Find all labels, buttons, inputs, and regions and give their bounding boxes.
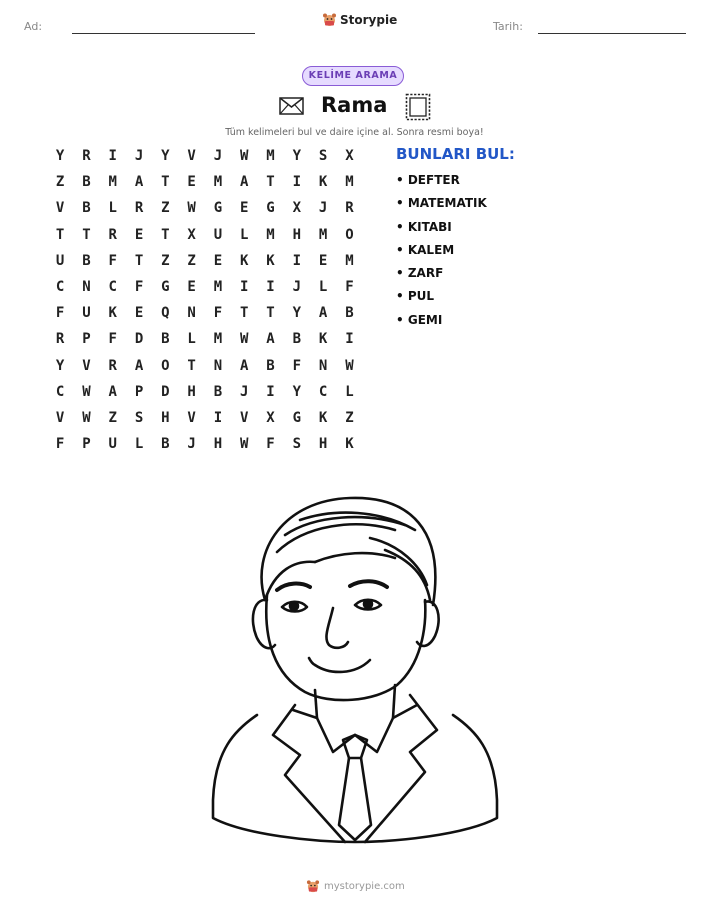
grid-cell[interactable]: M bbox=[266, 226, 275, 243]
grid-cell[interactable]: C bbox=[55, 278, 65, 295]
grid-cell[interactable]: N bbox=[187, 305, 196, 322]
grid-cell[interactable]: C bbox=[318, 383, 328, 400]
date-line bbox=[538, 33, 686, 34]
grid-cell[interactable]: Z bbox=[55, 174, 65, 191]
grid-cell[interactable]: L bbox=[108, 200, 117, 217]
grid-cell[interactable]: O bbox=[161, 357, 170, 374]
grid-cell[interactable]: M bbox=[345, 252, 354, 269]
grid-cell[interactable]: I bbox=[292, 252, 302, 269]
grid-cell[interactable]: R bbox=[108, 226, 117, 243]
word-list bbox=[396, 172, 487, 335]
grid-cell[interactable]: N bbox=[82, 278, 91, 295]
footer bbox=[306, 879, 405, 893]
grid-cell[interactable]: F bbox=[345, 278, 354, 295]
grid-cell[interactable]: M bbox=[213, 331, 223, 348]
grid-cell[interactable]: L bbox=[134, 436, 144, 453]
grid-cell[interactable]: F bbox=[134, 278, 144, 295]
stamp-icon bbox=[405, 93, 431, 121]
word-list-item: • KALEM bbox=[396, 242, 455, 257]
grid-cell[interactable]: W bbox=[82, 383, 91, 400]
grid-row bbox=[47, 384, 363, 410]
grid-cell[interactable]: O bbox=[345, 226, 354, 243]
grid-cell[interactable]: G bbox=[213, 200, 223, 217]
grid-cell[interactable]: Z bbox=[108, 409, 117, 426]
grid-cell[interactable]: K bbox=[318, 174, 328, 191]
grid-cell[interactable]: E bbox=[240, 200, 249, 217]
brand-name: Storypie bbox=[340, 12, 398, 27]
grid-cell[interactable]: J bbox=[213, 148, 223, 164]
grid-cell[interactable]: G bbox=[161, 278, 170, 295]
grid-row bbox=[47, 331, 363, 357]
grid-cell[interactable]: B bbox=[82, 200, 91, 217]
grid-cell[interactable]: A bbox=[266, 331, 275, 348]
grid-cell[interactable]: U bbox=[55, 252, 65, 269]
grid-cell[interactable]: Q bbox=[161, 305, 170, 322]
grid-cell[interactable]: D bbox=[134, 331, 144, 348]
grid-cell[interactable]: L bbox=[318, 278, 328, 295]
footer-url[interactable]: mystorypie.com bbox=[324, 880, 405, 892]
grid-cell[interactable]: T bbox=[187, 357, 196, 374]
grid-cell[interactable]: J bbox=[187, 436, 196, 453]
grid-cell[interactable]: Y bbox=[55, 148, 65, 164]
grid-cell[interactable]: G bbox=[266, 200, 275, 217]
grid-cell[interactable]: T bbox=[161, 226, 170, 243]
grid-cell[interactable]: J bbox=[240, 383, 249, 400]
grid-cell[interactable]: E bbox=[134, 226, 144, 243]
grid-cell[interactable]: W bbox=[345, 357, 354, 374]
grid-cell[interactable]: B bbox=[345, 305, 354, 322]
word-list-item: • KITABI bbox=[396, 219, 452, 234]
grid-cell[interactable]: D bbox=[161, 383, 170, 400]
grid-cell[interactable]: R bbox=[134, 200, 144, 217]
grid-cell[interactable]: H bbox=[292, 226, 302, 243]
grid-cell[interactable]: Y bbox=[292, 148, 302, 164]
instructions-text: Tüm kelimeleri bul ve daire içine al. Sonra resmi boya! bbox=[225, 127, 484, 138]
coloring-portrait bbox=[205, 490, 505, 850]
grid-cell[interactable]: I bbox=[240, 278, 249, 295]
storypie-logo-icon bbox=[322, 12, 337, 27]
grid-cell[interactable]: W bbox=[240, 148, 249, 164]
grid-cell[interactable]: T bbox=[161, 174, 170, 191]
grid-cell[interactable]: S bbox=[292, 436, 302, 453]
grid-row bbox=[47, 279, 363, 305]
grid-row bbox=[47, 148, 363, 174]
grid-cell[interactable]: R bbox=[345, 200, 354, 217]
grid-cell[interactable]: N bbox=[213, 357, 223, 374]
grid-cell[interactable]: B bbox=[213, 383, 223, 400]
grid-cell[interactable]: M bbox=[266, 148, 275, 164]
name-label: Ad: bbox=[24, 20, 43, 33]
grid-cell[interactable]: H bbox=[213, 436, 223, 453]
grid-cell[interactable]: N bbox=[318, 357, 328, 374]
grid-cell[interactable]: R bbox=[108, 357, 117, 374]
grid-cell[interactable]: A bbox=[240, 357, 249, 374]
grid-cell[interactable]: V bbox=[240, 409, 249, 426]
grid-cell[interactable]: Y bbox=[55, 357, 65, 374]
grid-cell[interactable]: T bbox=[266, 174, 275, 191]
grid-cell[interactable]: R bbox=[55, 331, 65, 348]
grid-cell[interactable]: V bbox=[82, 357, 91, 374]
grid-cell[interactable]: W bbox=[82, 409, 91, 426]
grid-cell[interactable]: T bbox=[266, 305, 275, 322]
grid-cell[interactable]: B bbox=[82, 252, 91, 269]
grid-row bbox=[47, 200, 363, 226]
grid-cell[interactable]: Z bbox=[161, 200, 170, 217]
grid-cell[interactable]: U bbox=[108, 436, 117, 453]
name-line bbox=[72, 33, 255, 34]
grid-cell[interactable]: J bbox=[292, 278, 302, 295]
grid-cell[interactable]: B bbox=[292, 331, 302, 348]
word-list-item: • PUL bbox=[396, 289, 435, 304]
grid-cell[interactable]: H bbox=[161, 409, 170, 426]
grid-cell[interactable]: F bbox=[266, 436, 275, 453]
grid-cell[interactable]: P bbox=[134, 383, 144, 400]
grid-cell[interactable]: U bbox=[213, 226, 223, 243]
grid-cell[interactable]: M bbox=[345, 174, 354, 191]
grid-cell[interactable]: L bbox=[345, 383, 354, 400]
grid-cell[interactable]: T bbox=[55, 226, 65, 243]
grid-cell[interactable]: M bbox=[318, 226, 328, 243]
grid-cell[interactable]: G bbox=[292, 409, 302, 426]
grid-cell[interactable]: E bbox=[318, 252, 328, 269]
word-list-item: • GEMI bbox=[396, 312, 443, 327]
grid-cell[interactable]: E bbox=[213, 252, 223, 269]
grid-cell[interactable]: V bbox=[55, 200, 65, 217]
grid-cell[interactable]: L bbox=[240, 226, 249, 243]
grid-cell[interactable]: I bbox=[266, 278, 275, 295]
grid-cell[interactable]: Y bbox=[292, 383, 302, 400]
grid-cell[interactable]: V bbox=[187, 148, 196, 164]
page-title: Rama bbox=[321, 93, 388, 117]
grid-cell[interactable]: P bbox=[82, 331, 91, 348]
grid-cell[interactable]: A bbox=[134, 357, 144, 374]
grid-cell[interactable]: A bbox=[240, 174, 249, 191]
grid-cell[interactable]: E bbox=[187, 278, 196, 295]
grid-cell[interactable]: X bbox=[187, 226, 196, 243]
grid-cell[interactable]: F bbox=[213, 305, 223, 322]
grid-cell[interactable]: M bbox=[213, 174, 223, 191]
grid-cell[interactable]: B bbox=[161, 436, 170, 453]
grid-cell[interactable]: Z bbox=[161, 252, 170, 269]
grid-cell[interactable]: E bbox=[134, 305, 144, 322]
grid-cell[interactable]: X bbox=[266, 409, 275, 426]
grid-cell[interactable]: B bbox=[161, 331, 170, 348]
storypie-logo-icon bbox=[306, 879, 320, 893]
grid-cell[interactable]: Z bbox=[345, 409, 354, 426]
grid-cell[interactable]: Z bbox=[187, 252, 196, 269]
brand-header bbox=[322, 12, 397, 27]
grid-cell[interactable]: X bbox=[292, 200, 302, 217]
grid-cell[interactable]: F bbox=[292, 357, 302, 374]
grid-cell[interactable]: W bbox=[240, 331, 249, 348]
grid-cell[interactable]: K bbox=[318, 409, 328, 426]
grid-cell[interactable]: I bbox=[345, 331, 354, 348]
grid-cell[interactable]: L bbox=[187, 331, 196, 348]
grid-cell[interactable]: J bbox=[318, 200, 328, 217]
grid-cell[interactable]: F bbox=[108, 252, 117, 269]
grid-cell[interactable]: K bbox=[345, 436, 354, 453]
word-list-item: • MATEMATIK bbox=[396, 196, 487, 211]
grid-cell[interactable]: Y bbox=[292, 305, 302, 322]
grid-row bbox=[47, 253, 363, 279]
grid-cell[interactable]: R bbox=[82, 148, 91, 164]
grid-cell[interactable]: P bbox=[82, 436, 91, 453]
grid-cell[interactable]: F bbox=[108, 331, 117, 348]
word-search-badge: KELİME ARAMA bbox=[302, 66, 404, 86]
grid-cell[interactable]: I bbox=[292, 174, 302, 191]
grid-cell[interactable]: K bbox=[108, 305, 117, 322]
grid-cell[interactable]: K bbox=[240, 252, 249, 269]
grid-cell[interactable]: H bbox=[187, 383, 196, 400]
grid-cell[interactable]: V bbox=[55, 409, 65, 426]
grid-cell[interactable]: F bbox=[55, 436, 65, 453]
date-label: Tarih: bbox=[493, 20, 523, 33]
word-list-item: • ZARF bbox=[396, 266, 444, 281]
grid-row bbox=[47, 305, 363, 331]
grid-cell[interactable]: A bbox=[318, 305, 328, 322]
grid-cell[interactable]: I bbox=[213, 409, 223, 426]
grid-cell[interactable]: M bbox=[108, 174, 117, 191]
grid-cell[interactable]: B bbox=[82, 174, 91, 191]
grid-cell[interactable]: T bbox=[82, 226, 91, 243]
grid-row bbox=[47, 227, 363, 253]
grid-cell[interactable]: X bbox=[345, 148, 354, 164]
grid-cell[interactable]: T bbox=[240, 305, 249, 322]
grid-cell[interactable]: Y bbox=[161, 148, 170, 164]
grid-cell[interactable]: C bbox=[55, 383, 65, 400]
grid-cell[interactable]: K bbox=[266, 252, 275, 269]
grid-cell[interactable]: I bbox=[266, 383, 275, 400]
grid-cell[interactable]: F bbox=[55, 305, 65, 322]
grid-row bbox=[47, 174, 363, 200]
word-list-item: • DEFTER bbox=[396, 173, 460, 187]
grid-cell[interactable]: M bbox=[213, 278, 223, 295]
grid-cell[interactable]: E bbox=[187, 174, 196, 191]
grid-cell[interactable]: J bbox=[134, 148, 144, 164]
grid-cell[interactable]: W bbox=[240, 436, 249, 453]
grid-cell[interactable]: S bbox=[134, 409, 144, 426]
grid-cell[interactable]: A bbox=[108, 383, 117, 400]
grid-row bbox=[47, 358, 363, 384]
grid-cell[interactable]: S bbox=[318, 148, 328, 164]
envelope-icon bbox=[279, 97, 304, 115]
grid-cell[interactable]: U bbox=[82, 305, 91, 322]
grid-cell[interactable]: B bbox=[266, 357, 275, 374]
grid-cell[interactable]: W bbox=[187, 200, 196, 217]
grid-cell[interactable]: T bbox=[134, 252, 144, 269]
grid-row bbox=[47, 410, 363, 436]
grid-cell[interactable]: A bbox=[134, 174, 144, 191]
grid-cell[interactable]: K bbox=[318, 331, 328, 348]
grid-cell[interactable]: I bbox=[108, 148, 117, 164]
grid-cell[interactable]: H bbox=[318, 436, 328, 453]
grid-cell[interactable]: C bbox=[108, 278, 117, 295]
find-words-title: BUNLARI BUL: bbox=[396, 145, 515, 163]
grid-cell[interactable]: V bbox=[187, 409, 196, 426]
grid-row bbox=[47, 436, 363, 462]
word-search-grid bbox=[47, 148, 363, 462]
